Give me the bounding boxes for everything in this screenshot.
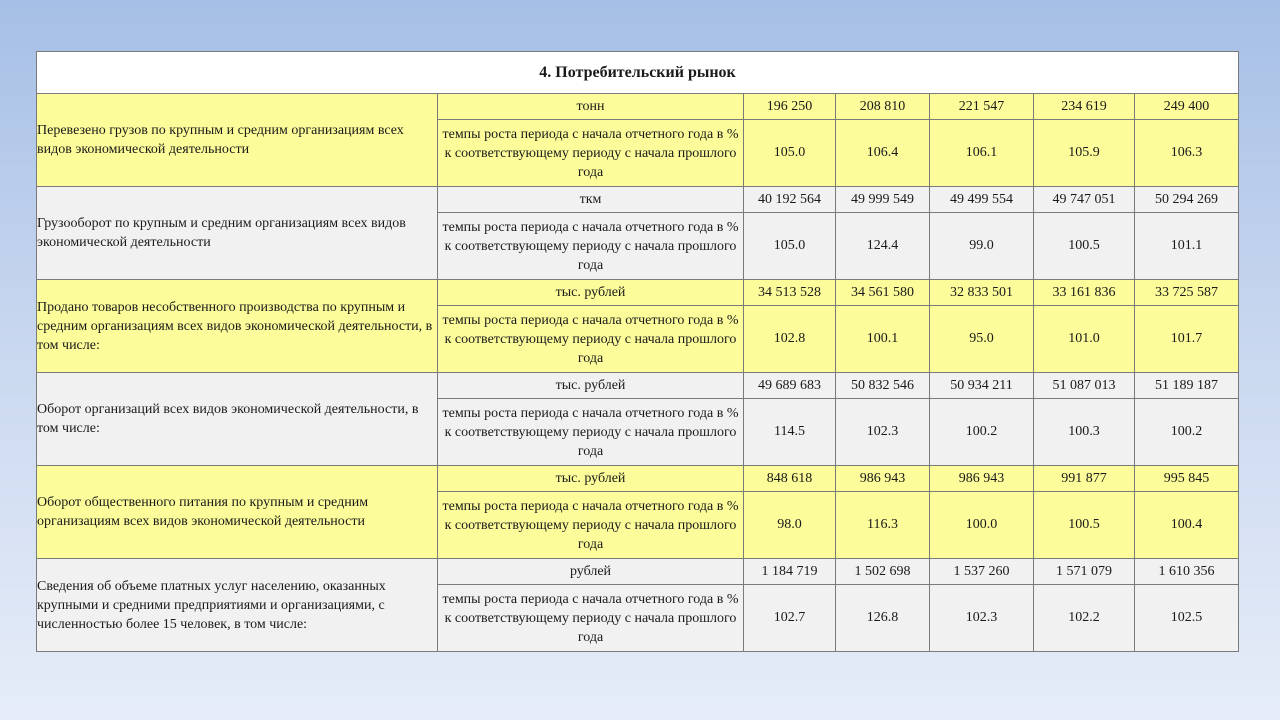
rate-cell: 114.5: [744, 399, 836, 466]
value-cell: 234 619: [1034, 94, 1135, 120]
value-cell: 50 832 546: [836, 373, 930, 399]
value-cell: 49 999 549: [836, 187, 930, 213]
unit-cell: тыс. рублей: [438, 466, 744, 492]
value-cell: 196 250: [744, 94, 836, 120]
value-cell: 221 547: [930, 94, 1034, 120]
rate-cell: 101.7: [1135, 306, 1239, 373]
title-row: [37, 52, 1239, 94]
rate-cell: 105.0: [744, 120, 836, 187]
indicator-description: Грузооборот по крупным и средним организациям всех видов экономической деятельности: [37, 187, 438, 280]
table-row: [37, 466, 1239, 492]
value-cell: 986 943: [930, 466, 1034, 492]
value-cell: 49 499 554: [930, 187, 1034, 213]
rate-cell: 116.3: [836, 492, 930, 559]
rate-cell: 101.1: [1135, 213, 1239, 280]
rate-cell: 101.0: [1034, 306, 1135, 373]
value-cell: 51 189 187: [1135, 373, 1239, 399]
value-cell: 1 502 698: [836, 559, 930, 585]
rate-cell: 100.0: [930, 492, 1034, 559]
table-row: [37, 94, 1239, 120]
rate-cell: 102.2: [1034, 585, 1135, 652]
unit-cell: рублей: [438, 559, 744, 585]
growth-rate-label: темпы роста периода с начала отчетного года в % к соответствующему периоду с начала прошлого года: [438, 120, 744, 187]
value-cell: 49 689 683: [744, 373, 836, 399]
value-cell: 208 810: [836, 94, 930, 120]
rate-cell: 100.5: [1034, 213, 1135, 280]
rate-cell: 100.2: [1135, 399, 1239, 466]
rate-cell: 106.4: [836, 120, 930, 187]
rate-cell: 102.7: [744, 585, 836, 652]
indicator-description: Перевезено грузов по крупным и средним организациям всех видов экономической деятельности: [37, 94, 438, 187]
value-cell: 34 513 528: [744, 280, 836, 306]
rate-cell: 98.0: [744, 492, 836, 559]
table-row: [37, 187, 1239, 213]
growth-rate-label: темпы роста периода с начала отчетного года в % к соответствующему периоду с начала прошлого года: [438, 399, 744, 466]
value-cell: 50 294 269: [1135, 187, 1239, 213]
unit-cell: тыс. рублей: [438, 373, 744, 399]
rate-cell: 105.9: [1034, 120, 1135, 187]
rate-cell: 124.4: [836, 213, 930, 280]
value-cell: 40 192 564: [744, 187, 836, 213]
rate-cell: 126.8: [836, 585, 930, 652]
growth-rate-label: темпы роста периода с начала отчетного года в % к соответствующему периоду с начала прошлого года: [438, 585, 744, 652]
rate-cell: 100.5: [1034, 492, 1135, 559]
value-cell: 848 618: [744, 466, 836, 492]
value-cell: 33 725 587: [1135, 280, 1239, 306]
value-cell: 1 571 079: [1034, 559, 1135, 585]
value-cell: 991 877: [1034, 466, 1135, 492]
rate-cell: 100.2: [930, 399, 1034, 466]
value-cell: 49 747 051: [1034, 187, 1135, 213]
growth-rate-label: темпы роста периода с начала отчетного года в % к соответствующему периоду с начала прошлого года: [438, 306, 744, 373]
rate-cell: 102.8: [744, 306, 836, 373]
indicator-description: Продано товаров несобственного производства по крупным и средним организациям всех видов экономической деятельности, в том числе:: [37, 280, 438, 373]
table-row: [37, 280, 1239, 306]
value-cell: 1 610 356: [1135, 559, 1239, 585]
value-cell: 1 184 719: [744, 559, 836, 585]
growth-rate-label: темпы роста периода с начала отчетного года в % к соответствующему периоду с начала прошлого года: [438, 213, 744, 280]
value-cell: 51 087 013: [1034, 373, 1135, 399]
indicator-description: Оборот организаций всех видов экономической деятельности, в том числе:: [37, 373, 438, 466]
value-cell: 1 537 260: [930, 559, 1034, 585]
rate-cell: 106.1: [930, 120, 1034, 187]
rate-cell: 102.3: [930, 585, 1034, 652]
unit-cell: тыс. рублей: [438, 280, 744, 306]
rate-cell: 106.3: [1135, 120, 1239, 187]
value-cell: 34 561 580: [836, 280, 930, 306]
value-cell: 32 833 501: [930, 280, 1034, 306]
rate-cell: 100.4: [1135, 492, 1239, 559]
indicator-description: Сведения об объеме платных услуг населению, оказанных крупными и средними предприятиями и организациями, с численностью более 15 человек, в том числе:: [37, 559, 438, 652]
value-cell: 995 845: [1135, 466, 1239, 492]
value-cell: 249 400: [1135, 94, 1239, 120]
value-cell: 50 934 211: [930, 373, 1034, 399]
value-cell: 986 943: [836, 466, 930, 492]
rate-cell: 100.3: [1034, 399, 1135, 466]
unit-cell: тонн: [438, 94, 744, 120]
table-row: [37, 373, 1239, 399]
rate-cell: 102.5: [1135, 585, 1239, 652]
table-title: 4. Потребительский рынок: [37, 52, 1239, 94]
consumer-market-table: [36, 51, 1239, 652]
rate-cell: 102.3: [836, 399, 930, 466]
growth-rate-label: темпы роста периода с начала отчетного года в % к соответствующему периоду с начала прошлого года: [438, 492, 744, 559]
unit-cell: ткм: [438, 187, 744, 213]
rate-cell: 105.0: [744, 213, 836, 280]
rate-cell: 99.0: [930, 213, 1034, 280]
indicator-description: Оборот общественного питания по крупным и средним организациям всех видов экономической деятельности: [37, 466, 438, 559]
rate-cell: 95.0: [930, 306, 1034, 373]
table-row: [37, 559, 1239, 585]
rate-cell: 100.1: [836, 306, 930, 373]
value-cell: 33 161 836: [1034, 280, 1135, 306]
